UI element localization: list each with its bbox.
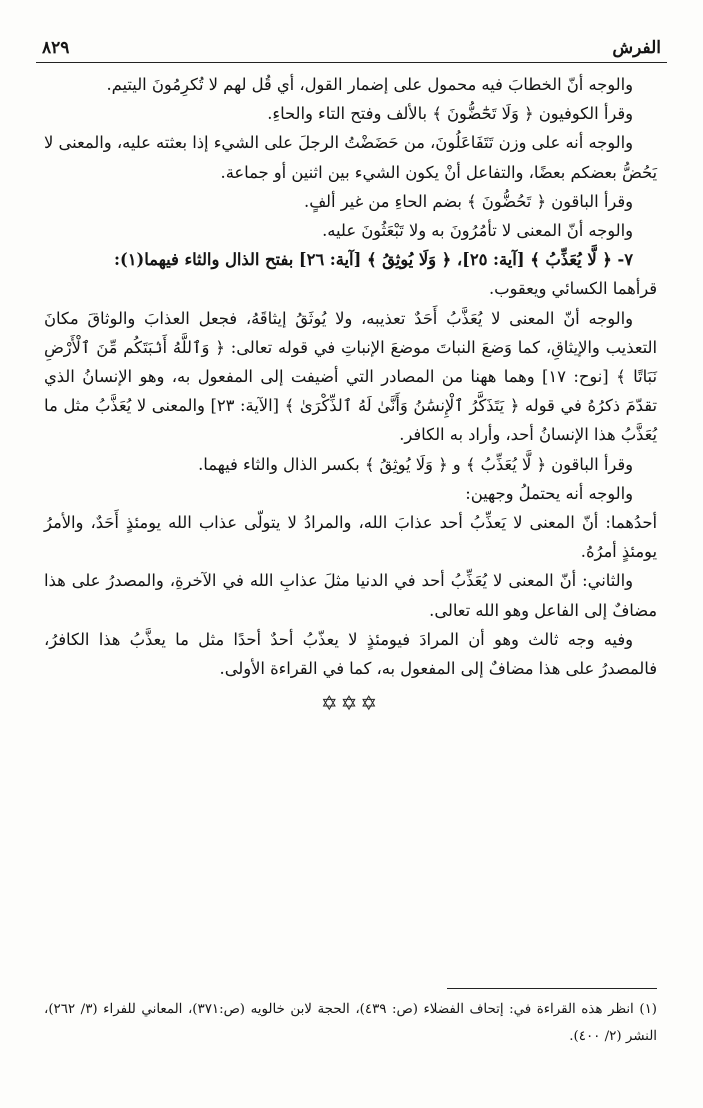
item-heading: ٧- ﴿ لَّا يُعَذِّبُ ﴾ [آية: ٢٥]، ﴿ وَلَا يُوثِقُ ﴾ [آية: ٢٦] بفتح الذال والثاء فيهما(١):	[114, 250, 633, 270]
paragraph: والثاني: أنّ المعنى لا يُعَذِّبُ أحد في الدنيا مثلَ عذابِ الله في الآخرةِ، والمصدرُ على هذا مضافٌ إلى الفاعل وهو الله تعالى.	[44, 571, 657, 620]
footnote: (١) انظر هذه القراءة في: إتحاف الفضلاء (ص: ٤٣٩)، الحجة لابن خالويه (ص:٣٧١)، المعاني للفراء (٣/ ٢٦٢)، النشر (٢/ ٤٠٠).	[44, 1002, 657, 1044]
section-title: الفرش	[612, 38, 661, 58]
paragraph: والوجه أنه يحتملُ وجهين:	[465, 483, 633, 503]
page-header	[36, 36, 667, 62]
paragraph: أحدُهما: أنّ المعنى لا يَعذِّبُ أحد عذابَ الله، والمرادُ لا يتولّى عذاب الله يومئذٍ أَحَدٌ، والأمرُ يومئذٍ أمرُهُ.	[44, 513, 657, 562]
paragraph: والوجه أنّ المعنى لا تأمُرُونَ به ولا تَبْعَثُونَ عليه.	[322, 221, 633, 241]
paragraph: قرأهما الكسائي ويعقوب.	[488, 279, 657, 299]
paragraph: وقرأ الباقون ﴿ لَّا يُعَذِّبُ ﴾ و ﴿ وَلَا يُوثِقُ ﴾ بكسر الذال والثاء فيهما.	[198, 454, 633, 474]
page-number: ٨٢٩	[42, 38, 70, 58]
footnote-divider	[447, 988, 657, 989]
paragraph: والوجه أنّ المعنى لا يُعَذَّبُ أَحَدٌ تعذيبه، ولا يُوثَقُ إيثاقَهُ، فجعل العذابَ والوثاقَ مكانَ التعذيب والإيثاقِ، كما وَضعَ النباتَ موضعَ الإنباتِ في قوله تعالى: ﴿ وَٱللَّهُ أَنۢبَتَكُم مِّنَ ٱلْأَرْضِ نَبَاتًا ﴾ [نوح: ١٧] وهما ههنا من المصادر التي أضيفت إلى المفعول به، وهو الإنسانُ الذي تقدّمَ ذكرُهُ في قوله ﴿ يَتَذَكَّرُ ٱلْإِنسَٰنُ وَأَنَّىٰ لَهُ ٱلذِّكْرَىٰ ﴾ [الآية: ٢٣] والمعنى لا يُعَذَّبُ مثل ما يُعَذَّبُ هذا الإنسانُ أحد، وأراد به الكافر.	[44, 308, 657, 445]
paragraph: وقرأ الباقون ﴿ تَحُضُّونَ ﴾ بضم الحاءِ من غير ألفٍ.	[304, 191, 633, 211]
paragraph: وقرأ الكوفيون ﴿ وَلَا تَحَٰٓضُّونَ ﴾ بالألف وفتح التاء والحاءِ.	[267, 104, 633, 124]
paragraph: وفيه وجه ثالث وهو أن المرادَ فيومئذٍ لا يعذّبُ أحدٌ أحدًا مثل ما يعذَّبُ هذا الكافرُ، فالمصدرُ على هذا مضافٌ إلى المفعول به، كما في القراءة الأولى.	[44, 629, 657, 679]
paragraph: والوجه أنّ الخطابَ فيه محمول على إضمار القول، أي قُل لهم لا تُكرِمُونَ اليتيم.	[106, 75, 633, 94]
main-text	[44, 70, 657, 718]
paragraph: والوجه أنه على وزن تَتَفَاعَلُونَ، من حَضَضْتُ الرجلَ على الشيء إذا بعثته عليه، والمعنى لا يَحُضُّ بعضكم بعضًا، والتفاعل أنْ يكون الشيء بين اثنين أو جماعة.	[44, 133, 657, 182]
section-ornament: ✡✡✡	[320, 691, 381, 716]
header-divider	[36, 62, 667, 63]
